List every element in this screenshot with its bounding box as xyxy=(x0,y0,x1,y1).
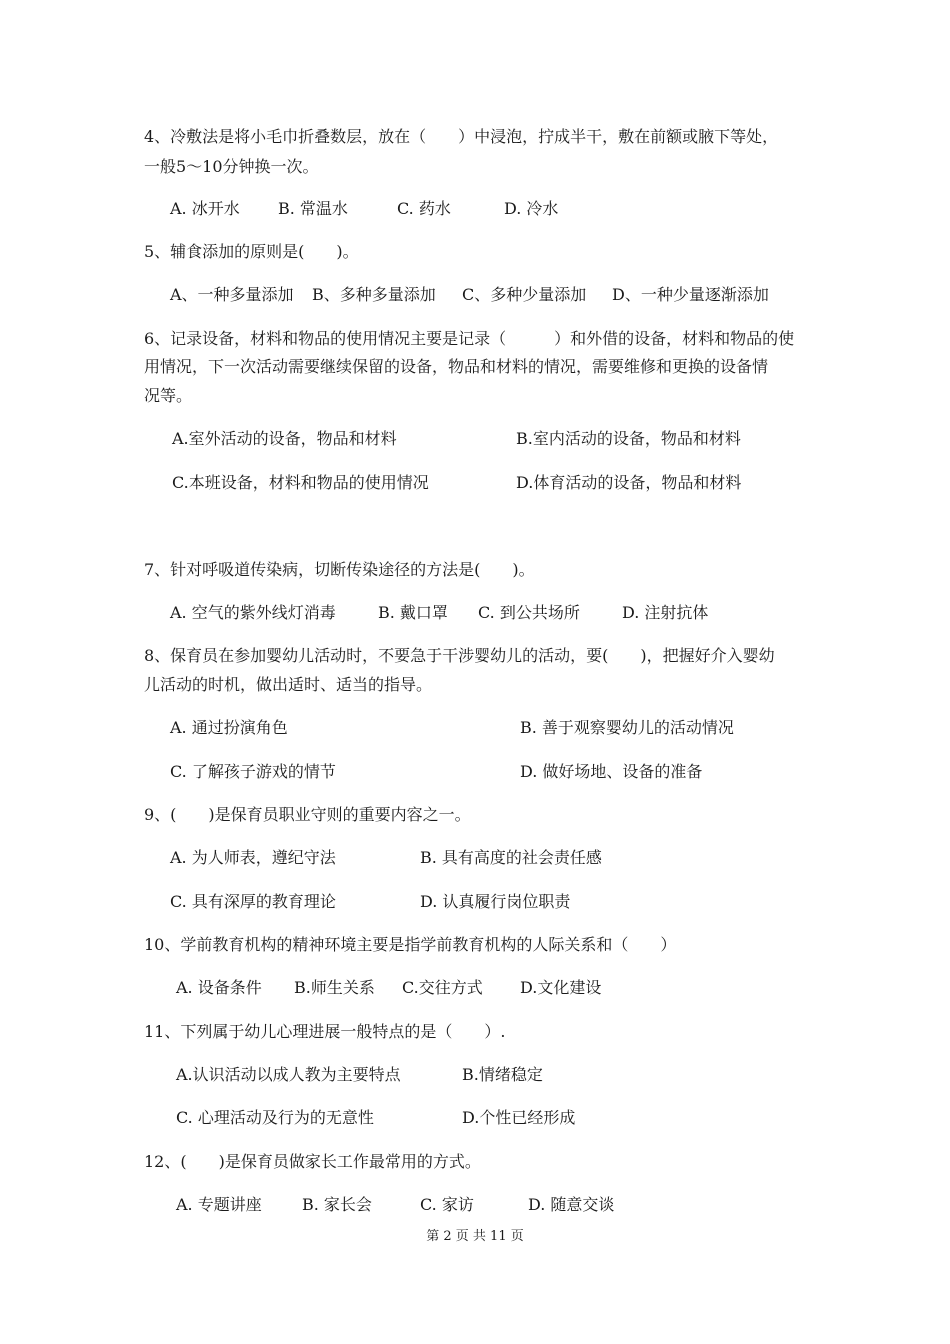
question-12-option-c: C. 家访 xyxy=(420,1195,474,1214)
question-4-text-cont: 一般5～10分钟换一次。 xyxy=(144,157,319,176)
question-4-option-c: C. 药水 xyxy=(397,199,451,218)
question-12-text: 12、( )是保育员做家长工作最常用的方式。 xyxy=(144,1152,481,1171)
question-7-option-c: C. 到公共场所 xyxy=(478,603,580,622)
question-4-option-d: D. 冷水 xyxy=(504,199,559,218)
question-4-option-a: A. 冰开水 xyxy=(170,199,240,218)
question-6-option-c: C.本班设备，材料和物品的使用情况 xyxy=(172,473,429,492)
question-11-option-b: B.情绪稳定 xyxy=(462,1065,543,1084)
question-9-option-b: B. 具有高度的社会责任感 xyxy=(420,848,602,867)
question-6-option-a: A.室外活动的设备，物品和材料 xyxy=(172,429,397,448)
question-10-text: 10、学前教育机构的精神环境主要是指学前教育机构的人际关系和（ ） xyxy=(144,935,677,954)
question-6-option-b: B.室内活动的设备，物品和材料 xyxy=(516,429,741,448)
question-6-text-cont: 用情况，下一次活动需要继续保留的设备，物品和材料的情况，需要维修和更换的设备情 xyxy=(144,357,769,376)
question-9-option-a: A. 为人师表，遵纪守法 xyxy=(170,848,336,867)
question-11-option-c: C. 心理活动及行为的无意性 xyxy=(176,1108,374,1127)
question-7-option-b: B. 戴口罩 xyxy=(378,603,448,622)
question-11-text: 11、下列属于幼儿心理进展一般特点的是（ ）. xyxy=(144,1022,506,1041)
page-number: 第 2 页 共 11 页 xyxy=(426,1229,524,1244)
question-12-option-b: B. 家长会 xyxy=(302,1195,372,1214)
question-8-text: 8、保育员在参加婴幼儿活动时，不要急于干涉婴幼儿的活动，要( )，把握好介入婴幼 xyxy=(144,646,775,665)
question-10-option-c: C.交往方式 xyxy=(402,978,483,997)
question-8-text-cont: 儿活动的时机，做出适时、适当的指导。 xyxy=(144,675,433,694)
question-7-option-a: A. 空气的紫外线灯消毒 xyxy=(170,603,336,622)
question-9-text: 9、( )是保育员职业守则的重要内容之一。 xyxy=(144,805,471,824)
question-11-option-a: A.认识活动以成人教为主要特点 xyxy=(176,1065,401,1084)
question-6-option-d: D.体育活动的设备，物品和材料 xyxy=(516,473,742,492)
question-8-option-d: D. 做好场地、设备的准备 xyxy=(520,762,703,781)
question-10-option-b: B.师生关系 xyxy=(294,978,375,997)
question-5-option-a: A、一种多量添加 xyxy=(170,285,294,304)
question-10-option-a: A. 设备条件 xyxy=(176,978,262,997)
question-8-option-a: A. 通过扮演角色 xyxy=(170,718,288,737)
question-7-option-d: D. 注射抗体 xyxy=(622,603,709,622)
question-9-option-c: C. 具有深厚的教育理论 xyxy=(170,892,336,911)
question-6-text-cont2: 况等。 xyxy=(144,386,193,405)
question-11-option-d: D.个性已经形成 xyxy=(462,1108,576,1127)
question-12-option-a: A. 专题讲座 xyxy=(176,1195,262,1214)
question-6-text: 6、记录设备，材料和物品的使用情况主要是记录（ ）和外借的设备，材料和物品的使 xyxy=(144,329,795,348)
question-10-option-d: D.文化建设 xyxy=(520,978,602,997)
question-5-option-b: B、多种多量添加 xyxy=(312,285,436,304)
question-12-option-d: D. 随意交谈 xyxy=(528,1195,615,1214)
question-5-option-d: D、一种少量逐渐添加 xyxy=(612,285,769,304)
question-4-text: 4、冷敷法是将小毛巾折叠数层，放在（ ）中浸泡，拧成半干，敷在前额或腋下等处， xyxy=(144,127,779,146)
question-4-option-b: B. 常温水 xyxy=(278,199,348,218)
question-5-option-c: C、多种少量添加 xyxy=(462,285,587,304)
question-9-option-d: D. 认真履行岗位职责 xyxy=(420,892,571,911)
question-8-option-c: C. 了解孩子游戏的情节 xyxy=(170,762,336,781)
question-5-text: 5、辅食添加的原则是( )。 xyxy=(144,242,359,261)
question-7-text: 7、针对呼吸道传染病，切断传染途径的方法是( )。 xyxy=(144,560,535,579)
question-8-option-b: B. 善于观察婴幼儿的活动情况 xyxy=(520,718,734,737)
